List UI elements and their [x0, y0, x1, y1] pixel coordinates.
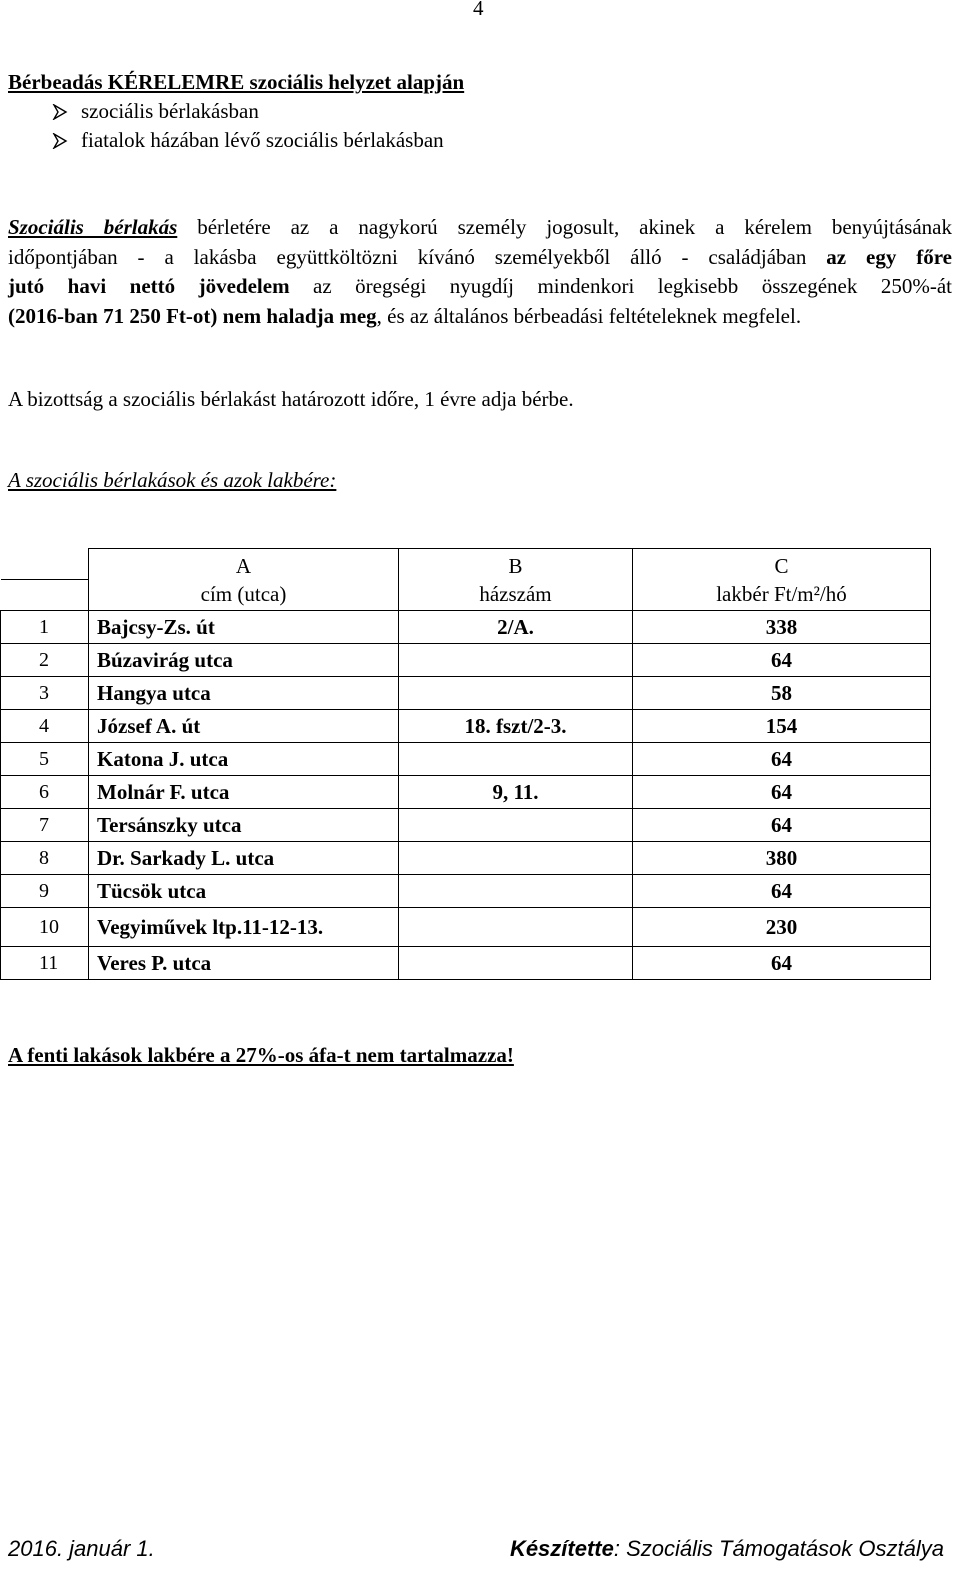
paragraph-term: Szociális bérlakás [8, 215, 178, 239]
section-heading: Bérbeadás KÉRELEMRE szociális helyzet alapján [8, 70, 465, 94]
table-row [1, 776, 931, 809]
street-cell: Dr. Sarkady L. utca [89, 842, 399, 875]
row-number: 11 [1, 947, 89, 980]
footer-author [510, 1536, 944, 1562]
author-name: : Szociális Támogatások Osztálya [613, 1536, 944, 1561]
table-row [1, 710, 931, 743]
footer-date: 2016. január 1. [8, 1536, 155, 1561]
house-cell [399, 947, 633, 980]
rent-cell: 64 [633, 875, 931, 908]
row-number: 1 [1, 611, 89, 644]
street-cell: Veres P. utca [89, 947, 399, 980]
rent-cell: 338 [633, 611, 931, 644]
row-number: 7 [1, 809, 89, 842]
street-cell: Katona J. utca [89, 743, 399, 776]
bullet-text: fiatalok házában lévő szociális bérlakásban [81, 128, 444, 152]
row-number: 2 [1, 644, 89, 677]
table-row [1, 677, 931, 710]
col-letter-b: B [399, 549, 633, 580]
eligibility-paragraph [8, 213, 952, 331]
house-cell [399, 743, 633, 776]
col-header-house: házszám [399, 579, 633, 611]
rent-cell: 154 [633, 710, 931, 743]
street-cell: Búzavirág utca [89, 644, 399, 677]
table-row [1, 743, 931, 776]
author-label: Készítette [509, 1536, 614, 1561]
rent-cell: 64 [633, 644, 931, 677]
bullet-text: szociális bérlakásban [81, 99, 259, 123]
paragraph-text: bérletére az a nagykorú személy jogosult, akinek a kérelem benyújtásának [177, 215, 952, 239]
paragraph-line [8, 213, 952, 243]
col-header-street: cím (utca) [89, 579, 399, 611]
empty-header-cell [1, 549, 89, 580]
row-number: 4 [1, 710, 89, 743]
table-title: A szociális bérlakások és azok lakbére: [8, 468, 337, 492]
col-letter-c: C [633, 549, 931, 580]
row-number: 10 [1, 908, 89, 947]
table-row [1, 875, 931, 908]
row-number: 3 [1, 677, 89, 710]
house-cell [399, 644, 633, 677]
house-cell [399, 842, 633, 875]
street-cell: Tücsök utca [89, 875, 399, 908]
col-letter-a: A [89, 549, 399, 580]
table-row [1, 644, 931, 677]
paragraph-line [8, 272, 952, 302]
table-row [1, 842, 931, 875]
street-cell: József A. út [89, 710, 399, 743]
row-number: 6 [1, 776, 89, 809]
rent-table [0, 548, 931, 980]
table-row [1, 809, 931, 842]
house-cell [399, 809, 633, 842]
street-cell: Bajcsy-Zs. út [89, 611, 399, 644]
page-number: 4 [473, 0, 484, 20]
row-number: 5 [1, 743, 89, 776]
paragraph-bold: az egy főre [826, 244, 952, 269]
paragraph-line [8, 302, 952, 332]
house-cell [399, 908, 633, 947]
table-header-labels [1, 579, 931, 611]
street-cell: Tersánszky utca [89, 809, 399, 842]
col-header-rent: lakbér Ft/m²/hó [633, 579, 931, 611]
house-cell [399, 677, 633, 710]
rent-cell: 64 [633, 809, 931, 842]
bullet-item [52, 128, 444, 153]
street-cell: Vegyiművek ltp.11-12-13. [89, 908, 399, 947]
table-header-letters [1, 549, 931, 580]
paragraph-text: , és az általános bérbeadási feltételeknek megfelel. [376, 303, 802, 328]
table-row [1, 947, 931, 980]
house-cell: 2/A. [399, 611, 633, 644]
paragraph-text: az öregségi nyugdíj mindenkori legkisebb összegének 250%-át [289, 274, 952, 299]
rent-cell: 64 [633, 776, 931, 809]
house-cell: 18. fszt/2-3. [399, 710, 633, 743]
rent-cell: 380 [633, 842, 931, 875]
street-cell: Molnár F. utca [89, 776, 399, 809]
paragraph-bold: (2016-ban 71 250 Ft-ot) nem haladja meg [8, 303, 377, 328]
house-cell: 9, 11. [399, 776, 633, 809]
table-row [1, 908, 931, 947]
rent-cell: 64 [633, 947, 931, 980]
row-number: 8 [1, 842, 89, 875]
paragraph-line [8, 243, 952, 273]
rent-cell: 230 [633, 908, 931, 947]
paragraph-bold: jutó havi nettó jövedelem [8, 274, 290, 299]
arrow-bullet-icon [52, 104, 68, 120]
paragraph-text: időpontjában - a lakásba együttköltözni kívánó személyekből álló - családjában [8, 244, 827, 269]
table-row [1, 611, 931, 644]
rent-cell: 58 [633, 677, 931, 710]
bullet-item [52, 99, 259, 124]
row-number: 9 [1, 875, 89, 908]
vat-note: A fenti lakások lakbére a 27%-os áfa-t nem tartalmazza! [8, 1043, 514, 1067]
house-cell [399, 875, 633, 908]
street-cell: Hangya utca [89, 677, 399, 710]
rent-cell: 64 [633, 743, 931, 776]
committee-text: A bizottság a szociális bérlakást határozott időre, 1 évre adja bérbe. [8, 387, 574, 411]
arrow-bullet-icon [52, 133, 68, 149]
empty-header-cell [1, 579, 89, 611]
